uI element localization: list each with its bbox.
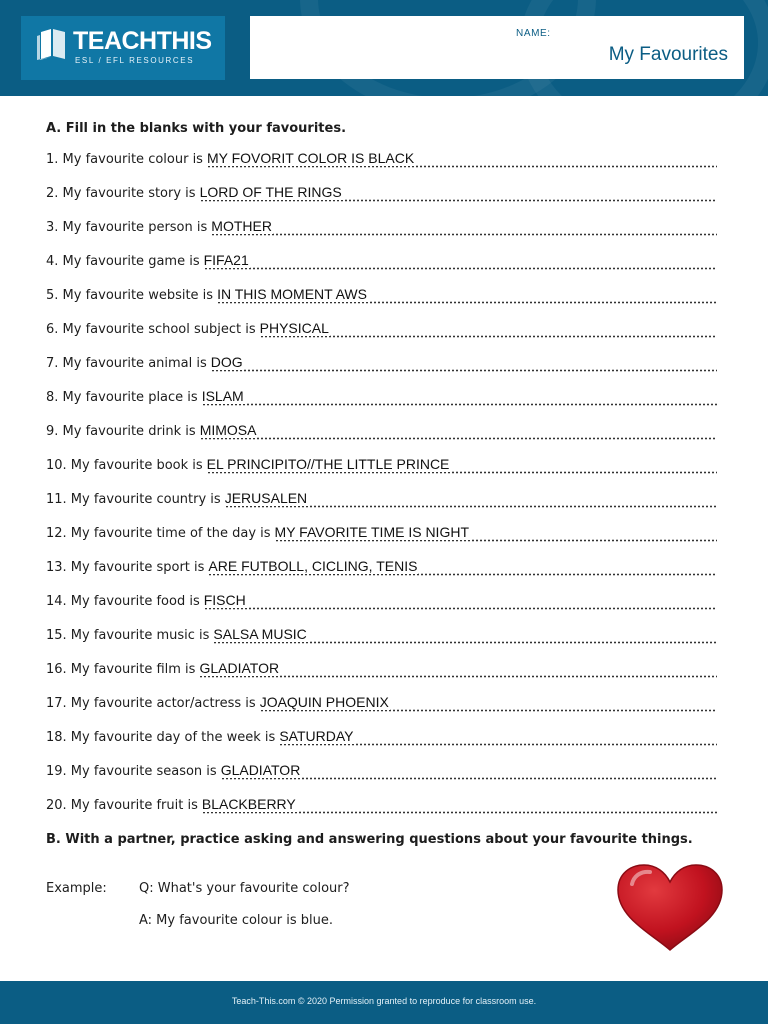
answer-blank[interactable] <box>260 322 717 338</box>
item-prompt: 19. My favourite season is <box>46 764 217 779</box>
answer-blank[interactable] <box>204 594 717 610</box>
example-label: Example: <box>46 881 107 896</box>
answer-text: ARE FUTBOLL, CICLING, TENIS <box>208 558 418 574</box>
fill-in-item <box>46 726 717 746</box>
logo-tagline: ESL / EFL RESOURCES <box>75 56 195 65</box>
fill-in-item <box>46 590 717 610</box>
logo-brand: TEACHTHIS <box>73 27 212 55</box>
answer-text: GLADIATOR <box>199 660 280 676</box>
footer-banner <box>0 981 768 1024</box>
book-icon <box>35 26 71 62</box>
answer-text: LORD OF THE RINGS <box>199 184 342 200</box>
answer-text: GLADIATOR <box>220 762 301 778</box>
answer-blank[interactable] <box>208 560 717 576</box>
item-prompt: 13. My favourite sport is <box>46 560 205 575</box>
item-prompt: 1. My favourite colour is <box>46 152 203 167</box>
fill-in-item <box>46 182 717 202</box>
answer-text: JERUSALEN <box>224 490 308 506</box>
logo <box>21 16 225 80</box>
fill-in-item <box>46 760 717 780</box>
fill-in-item <box>46 148 717 168</box>
heart-icon <box>612 862 728 954</box>
fill-in-item <box>46 658 717 678</box>
answer-text: MY FAVORITE TIME IS NIGHT <box>274 524 469 540</box>
fill-in-item <box>46 386 717 406</box>
answer-blank[interactable] <box>207 152 717 168</box>
item-prompt: 11. My favourite country is <box>46 492 221 507</box>
header-banner <box>0 0 768 96</box>
item-prompt: 10. My favourite book is <box>46 458 203 473</box>
item-prompt: 12. My favourite time of the day is <box>46 526 271 541</box>
answer-blank[interactable] <box>202 798 717 814</box>
answer-text: DOG <box>210 354 243 370</box>
item-prompt: 16. My favourite film is <box>46 662 196 677</box>
answer-blank[interactable] <box>211 220 717 236</box>
answer-text: SALSA MUSIC <box>213 626 307 642</box>
answer-blank[interactable] <box>200 424 717 440</box>
answer-blank[interactable] <box>275 526 717 542</box>
answer-blank[interactable] <box>200 186 717 202</box>
answer-text: JOAQUIN PHOENIX <box>259 694 389 710</box>
fill-in-item <box>46 420 717 440</box>
fill-in-item <box>46 692 717 712</box>
item-prompt: 4. My favourite game is <box>46 254 200 269</box>
answer-blank[interactable] <box>217 288 717 304</box>
title-panel <box>250 16 744 79</box>
item-prompt: 8. My favourite place is <box>46 390 198 405</box>
fill-in-item <box>46 250 717 270</box>
answer-text: MIMOSA <box>199 422 257 438</box>
answer-blank[interactable] <box>260 696 717 712</box>
fill-in-item <box>46 454 717 474</box>
item-prompt: 18. My favourite day of the week is <box>46 730 276 745</box>
answer-text: EL PRINCIPITO//THE LITTLE PRINCE <box>206 456 450 472</box>
answer-blank[interactable] <box>211 356 717 372</box>
section-a-heading: A. Fill in the blanks with your favourites. <box>46 121 347 136</box>
answer-text: FIFA21 <box>203 252 249 268</box>
copyright-text: Teach-This.com © 2020 Permission granted to reproduce for classroom use. <box>231 996 537 1006</box>
fill-in-item <box>46 522 717 542</box>
answer-blank[interactable] <box>202 390 717 406</box>
answer-blank[interactable] <box>221 764 717 780</box>
item-prompt: 3. My favourite person is <box>46 220 208 235</box>
answer-blank[interactable] <box>279 730 717 746</box>
fill-in-item <box>46 352 717 372</box>
example-answer: A: My favourite colour is blue. <box>139 913 333 928</box>
answer-blank[interactable] <box>199 662 717 678</box>
item-prompt: 17. My favourite actor/actress is <box>46 696 256 711</box>
answer-text: MOTHER <box>211 218 272 234</box>
item-prompt: 7. My favourite animal is <box>46 356 207 371</box>
answer-blank[interactable] <box>213 628 717 644</box>
answer-text: FISCH <box>203 592 246 608</box>
fill-in-item <box>46 556 717 576</box>
answer-blank[interactable] <box>225 492 717 508</box>
item-prompt: 14. My favourite food is <box>46 594 200 609</box>
item-prompt: 2. My favourite story is <box>46 186 196 201</box>
fill-in-item <box>46 794 717 814</box>
name-label: NAME: <box>516 28 551 39</box>
item-prompt: 15. My favourite music is <box>46 628 210 643</box>
page-title: My Favourites <box>608 44 728 65</box>
fill-in-item <box>46 216 717 236</box>
answer-text: PHYSICAL <box>259 320 329 336</box>
section-b-heading: B. With a partner, practice asking and answering questions about your favourite things. <box>46 832 693 847</box>
fill-in-item <box>46 488 717 508</box>
answer-text: MY FOVORIT COLOR IS BLACK <box>206 150 415 166</box>
example-question: Q: What's your favourite colour? <box>139 881 350 896</box>
item-prompt: 20. My favourite fruit is <box>46 798 198 813</box>
answer-text: IN THIS MOMENT AWS <box>217 286 367 302</box>
answer-text: BLACKBERRY <box>201 796 296 812</box>
answer-blank[interactable] <box>204 254 717 270</box>
item-prompt: 5. My favourite website is <box>46 288 214 303</box>
fill-in-item <box>46 318 717 338</box>
answer-text: ISLAM <box>201 388 244 404</box>
answer-blank[interactable] <box>207 458 717 474</box>
item-prompt: 9. My favourite drink is <box>46 424 196 439</box>
item-prompt: 6. My favourite school subject is <box>46 322 256 337</box>
answer-text: SATURDAY <box>279 728 354 744</box>
fill-in-item <box>46 284 717 304</box>
fill-in-item <box>46 624 717 644</box>
